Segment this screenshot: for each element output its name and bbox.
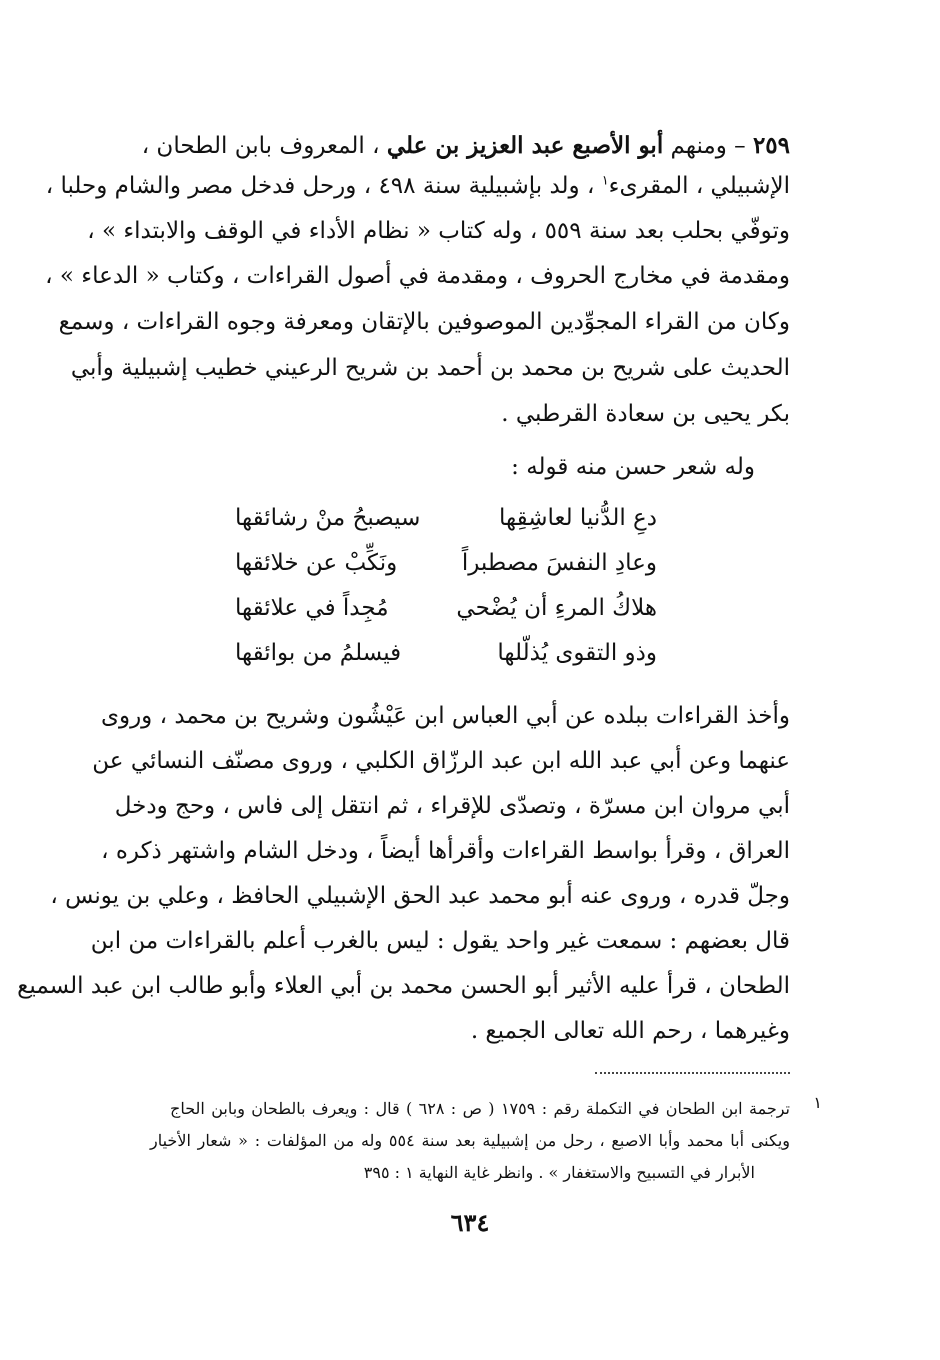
entry-line-3: وتوفّي بحلب بعد سنة ٥٥٩ ، وله كتاب « نظام الأداء في الوقف والابتداء » ، (87, 218, 790, 244)
entry-line-4: ومقدمة في مخارج الحروف ، ومقدمة في أصول القراءات ، وكتاب « الدعاء » ، (45, 263, 790, 289)
para2-line-5: وجلّ قدره ، وروى عنه أبو محمد عبد الحق الإشبيلي الحافظ ، وعلي بن يونس ، (50, 883, 790, 909)
poem-intro: وله شعر حسن منه قوله : (511, 454, 755, 480)
para2-line-2: عنهما وعن أبي عبد الله ابن عبد الرزّاق الكلبي ، وروى مصنّف النسائي عن (92, 748, 790, 774)
para2-line-6: قال بعضهم : سمعت غير واحد يقول : ليس بالغرب أعلم بالقراءات من ابن (90, 928, 790, 954)
page-number: ٦٣٤ (450, 1208, 490, 1237)
footnote-number: ١ (813, 1093, 822, 1112)
entry-line-5: وكان من القراء المجوِّدين الموصوفين بالإتقان ومعرفة وجوه القراءات ، وسمع (58, 309, 790, 335)
entry-line-1: ٢٥٩ – ومنهم أبو الأصبع عبد العزيز بن علي ، المعروف بابن الطحان ، (141, 132, 790, 159)
verse-3-first-hemistich: هلاكُ المرءِ أن يُضْحي (456, 595, 657, 621)
footnote-line-2: ويكنى أبا محمد وأبا الاصبع ، رحل من إشبيلية بعد سنة ٥٥٤ وله من المؤلفات : « شعار الأخيار (150, 1131, 791, 1150)
verse-4-second-hemistich: فيسلمُ من بوائقها (235, 640, 402, 666)
entry-line-2: الإشبيلي ، المقرىء$^١$ ، ولد بإشبيلية سنة ٤٩٨ ، ورحل فدخل مصر والشام وحلبا ، (45, 173, 790, 199)
footnote-marker: ١ (601, 173, 609, 189)
entry-number: ٢٥٩ (752, 132, 790, 159)
verse-2-first-hemistich: وعادِ النفسَ مصطبراً (461, 550, 657, 576)
verse-2-second-hemistich: ونَكِّبْ عن خلائقها (235, 550, 398, 576)
para2-line-1: وأخذ القراءات ببلده عن أبي العباس ابن عَيْشُون وشريح بن محمد ، وروى (100, 703, 790, 729)
para2-line-4: العراق ، وقرأ بواسط القراءات وأقرأها أيضاً ، ودخل الشام واشتهر ذكره ، (101, 838, 790, 864)
footnote-separator (595, 1072, 790, 1074)
entry-line-7: بكر يحيى بن سعادة القرطبي . (501, 401, 790, 427)
footnote-line-1: ترجمة ابن الطحان في التكملة رقم : ١٧٥٩ ( ص : ٦٢٨ ) قال : ويعرف بالطحان وبابن الحاج (170, 1099, 791, 1118)
para2-line-3: أبي مروان ابن مسرّة ، وتصدّى للإقراء ، ثم انتقل إلى فاس ، وحج ودخل (114, 793, 790, 819)
para2-line-7: الطحان ، قرأ عليه الأثير أبو الحسن محمد بن أبي العلاء وأبو طالب ابن عبد السميع (17, 973, 790, 999)
entry-line-6: الحديث على شريح بن محمد بن أحمد بن شريح الرعيني خطيب إشبيلية وأبي (70, 355, 790, 381)
footnote-line-3: الأبرار في التسبيح والاستغفار » . وانظر غاية النهاية ١ : ٣٩٥ (363, 1163, 755, 1182)
verse-1-second-hemistich: سيصبحُ منْ رشائقها (235, 505, 421, 531)
entry-subject: أبو الأصبع عبد العزيز بن علي (386, 132, 664, 159)
para2-line-8: وغيرهما ، رحم الله تعالى الجميع . (470, 1018, 790, 1044)
verse-4-first-hemistich: وذو التقوى يُذلّلها (497, 640, 657, 666)
verse-3-second-hemistich: مُجِداً في علائقها (235, 595, 389, 621)
verse-1-first-hemistich: دعِ الدُّنيا لعاشِقِها (498, 505, 657, 531)
